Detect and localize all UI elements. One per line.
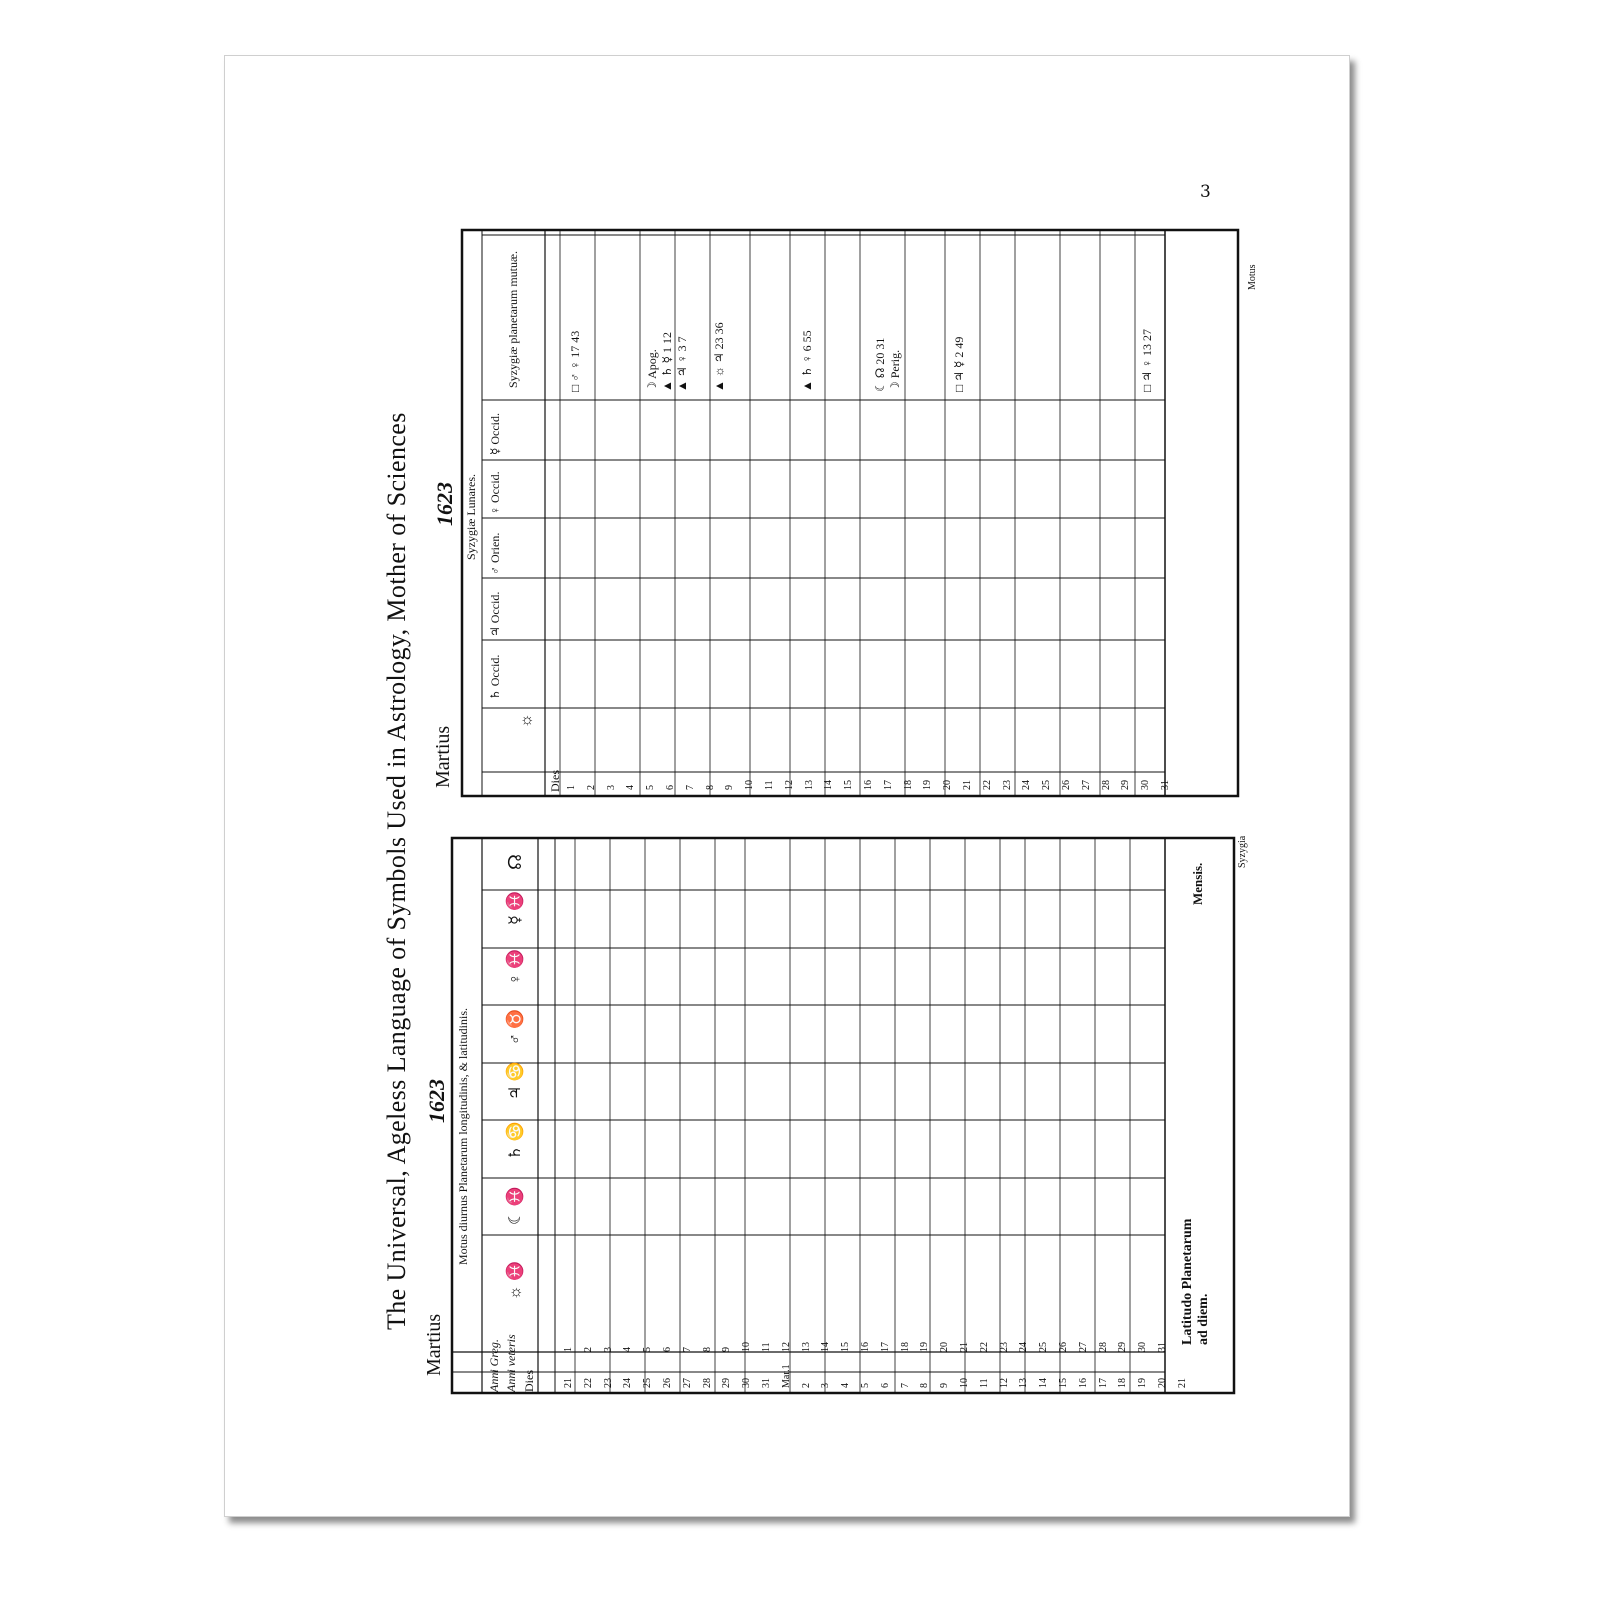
left-row-greg-day: 27 (1077, 1342, 1089, 1352)
right-header-dies: Dies (548, 770, 562, 792)
left-row-vet-day: 4 (840, 1383, 852, 1388)
left-row-vet-day: 5 (860, 1383, 871, 1388)
left-row-vet-day: 6 (879, 1383, 891, 1388)
left-row-greg-day: 6 (662, 1347, 673, 1352)
left-row-greg-day: 15 (840, 1342, 852, 1352)
left-row-vet-day: 14 (1038, 1378, 1050, 1388)
left-row-vet-day: 12 (998, 1378, 1010, 1388)
left-header-dies: Dies (522, 1370, 536, 1392)
left-row-greg-day: 20 (939, 1342, 951, 1352)
left-table-title: Motus diurnus Planetarum longitudinis, & latitudinis. (456, 1008, 470, 1265)
left-row-greg-day: 5 (642, 1347, 654, 1352)
right-row-day: 27 (1080, 780, 1092, 790)
left-col-jupiter: ♃ ♋ (507, 1061, 524, 1100)
left-row-vet-day: 21 (563, 1378, 574, 1388)
right-row-day: 28 (1100, 780, 1112, 790)
right-row-day: 18 (902, 780, 914, 790)
left-col-mars: ♂ ♉ (507, 1009, 524, 1045)
right-row-day: 15 (843, 780, 855, 790)
right-row-day: 17 (882, 780, 894, 790)
right-row-day: 20 (942, 780, 954, 790)
left-row-vet-day: 13 (1018, 1378, 1030, 1388)
left-row-greg-day: 12 (780, 1342, 792, 1352)
left-row-greg-day: 1 (563, 1347, 574, 1352)
right-row-day: 8 (704, 785, 716, 790)
syzygy-entry: ▲ ♄ ☿ 1 12 (660, 332, 674, 392)
syzygy-entry: ☾ ☊ 20 31 (873, 337, 887, 392)
right-row-day: 14 (823, 780, 835, 790)
right-row-day: 6 (665, 785, 676, 790)
left-row-greg-day: 30 (1137, 1342, 1149, 1352)
right-row-day: 4 (625, 785, 637, 790)
left-row-greg-day: 23 (998, 1342, 1010, 1352)
syzygy-entry: ☽ Apog. (645, 349, 659, 392)
left-row-vet-day: 28 (701, 1378, 713, 1388)
left-row-vet-day: 10 (959, 1378, 970, 1388)
right-row-day: 26 (1061, 780, 1072, 790)
right-row-day: 16 (863, 780, 874, 790)
right-row-day: 3 (605, 785, 617, 790)
right-row-day: 31 (1160, 780, 1171, 790)
left-row-greg-day: 3 (602, 1347, 614, 1352)
right-row-day: 22 (981, 780, 993, 790)
left-row-greg-day: 28 (1097, 1342, 1109, 1352)
right-table-month: Martius (432, 725, 454, 788)
right-row-day: 30 (1140, 780, 1152, 790)
left-col-moon: ☾ ♓ (507, 1186, 524, 1225)
right-row-day: 7 (684, 785, 696, 790)
right-row-day: 1 (566, 785, 577, 790)
syzygy-entry: ▲ ♃ ♀ 3 7 (675, 336, 689, 392)
right-row-day: 11 (764, 780, 775, 790)
right-row-day: 29 (1120, 780, 1132, 790)
left-row-vet-day: 11 (978, 1378, 990, 1388)
right-col-mercury: ☿ Occid. (488, 412, 502, 455)
left-row-greg-day: 31 (1157, 1342, 1168, 1352)
left-col-saturn: ♄ ♋ (507, 1121, 524, 1160)
left-row-vet-day: 29 (721, 1378, 733, 1388)
running-head: The Universal, Ageless Language of Symbols Used in Astrology, Mother of Sciences (382, 412, 411, 1330)
right-col-jupiter: ♃ Occid. (488, 591, 502, 637)
page-number: 3 (1200, 182, 1211, 202)
left-row-vet-day: 27 (681, 1378, 693, 1388)
left-row-greg-day: 2 (582, 1347, 594, 1352)
right-col-sun: ☼ (518, 713, 535, 728)
left-footer-mensis: Mensis. (1190, 862, 1205, 905)
left-row-vet-day: 2 (800, 1383, 812, 1388)
left-row-greg-day: 17 (879, 1342, 891, 1352)
left-row-greg-day: 25 (1038, 1342, 1050, 1352)
left-col-sun: ☼ ♓ (507, 1261, 524, 1300)
left-row-vet-day: 30 (741, 1378, 753, 1388)
right-row-day: 24 (1021, 780, 1033, 790)
left-footer-syzygia: Syzygia (1237, 835, 1248, 868)
left-row-vet-day: 7 (899, 1383, 911, 1388)
left-row-greg-day: 26 (1058, 1342, 1069, 1352)
left-row-greg-day: 11 (761, 1342, 772, 1352)
left-row-vet-day: 19 (1137, 1378, 1149, 1388)
left-row-vet-day: 15 (1058, 1378, 1069, 1388)
left-row-vet-day: 26 (662, 1378, 673, 1388)
syzygy-entry: □ ♃ ☿ 2 49 (952, 336, 966, 392)
left-table-month: Martius (423, 1313, 445, 1376)
right-row-day: 10 (744, 780, 756, 790)
right-row-day: 13 (803, 780, 815, 790)
left-row-greg-day: 8 (701, 1347, 713, 1352)
left-row-vet-day: 31 (761, 1378, 772, 1388)
left-row-vet-day: 16 (1077, 1378, 1089, 1388)
left-row-vet-day: 9 (939, 1383, 951, 1388)
right-table-year: 1623 (432, 482, 457, 526)
left-row-vet-day: 8 (919, 1383, 931, 1388)
left-row-greg-day: 7 (681, 1347, 693, 1352)
left-row-vet-day: 17 (1097, 1378, 1109, 1388)
right-syzygy-header: Syzygiæ planetarum mutuæ. (506, 251, 520, 388)
right-row-day: 12 (783, 780, 795, 790)
left-row-vet-day: 18 (1117, 1378, 1129, 1388)
left-row-vet-day: 22 (582, 1378, 594, 1388)
right-col-venus: ♀ Occid. (488, 471, 502, 515)
left-row-greg-day: 14 (820, 1342, 832, 1352)
left-row-greg-day: 18 (899, 1342, 911, 1352)
left-row-vet-day: 25 (642, 1378, 654, 1388)
left-row-greg-day: 13 (800, 1342, 812, 1352)
left-row-greg-day: 29 (1117, 1342, 1129, 1352)
left-row-greg-day: 24 (1018, 1342, 1030, 1352)
right-row-day: 23 (1001, 780, 1013, 790)
left-row-vet-day: 20 (1157, 1378, 1168, 1388)
syzygy-entry: ☽ Perig. (888, 349, 902, 392)
syzygy-entry: □ ♂ ♀ 17 43 (568, 330, 582, 392)
right-row-day: 21 (962, 780, 973, 790)
left-row-greg-day: 19 (919, 1342, 931, 1352)
left-header-vet: Anni veteris (504, 1334, 518, 1392)
left-col-venus: ♀ ♓ (507, 949, 524, 985)
right-row-day: 2 (585, 785, 597, 790)
left-row-greg-day: 21 (959, 1342, 970, 1352)
right-row-day: 9 (724, 785, 736, 790)
right-col-saturn: ♄ Occid. (488, 654, 502, 700)
left-row-greg-day: 4 (622, 1347, 634, 1352)
syzygy-entry: ▲ ☼ ♃ 23 36 (712, 322, 726, 392)
syzygy-entry: ▲ ♄ ♀ 6 55 (800, 330, 814, 392)
left-row-vet-day: Mar.1 (780, 1364, 792, 1388)
left-col-mercury: ☿ ♓ (507, 891, 524, 925)
right-table-title: Syzygiæ Lunares. (464, 474, 478, 560)
left-col-node: ☊ (505, 854, 525, 870)
right-row-day: 25 (1041, 780, 1053, 790)
left-row-greg-day: 10 (741, 1342, 753, 1352)
right-footer-motus: Motus (1247, 264, 1258, 290)
left-row-greg-day: 22 (978, 1342, 990, 1352)
left-row-vet-day: 3 (820, 1383, 832, 1388)
left-row-greg-day: 9 (721, 1347, 733, 1352)
left-footer-latitudo: Latitudo Planetarum ad diem. (1180, 1218, 1211, 1345)
right-row-day: 5 (645, 785, 657, 790)
left-row-vet-day: 21 (1176, 1378, 1188, 1388)
left-header-greg: Anni Greg. (487, 1339, 501, 1392)
right-row-day: 19 (922, 780, 934, 790)
right-col-mars: ♂ Orien. (488, 532, 502, 575)
left-row-vet-day: 23 (602, 1378, 614, 1388)
left-row-greg-day: 16 (860, 1342, 871, 1352)
left-table-year: 1623 (424, 1079, 449, 1123)
syzygy-entry: □ ♃ ♀ 13 27 (1140, 328, 1154, 392)
left-row-vet-day: 24 (622, 1378, 634, 1388)
